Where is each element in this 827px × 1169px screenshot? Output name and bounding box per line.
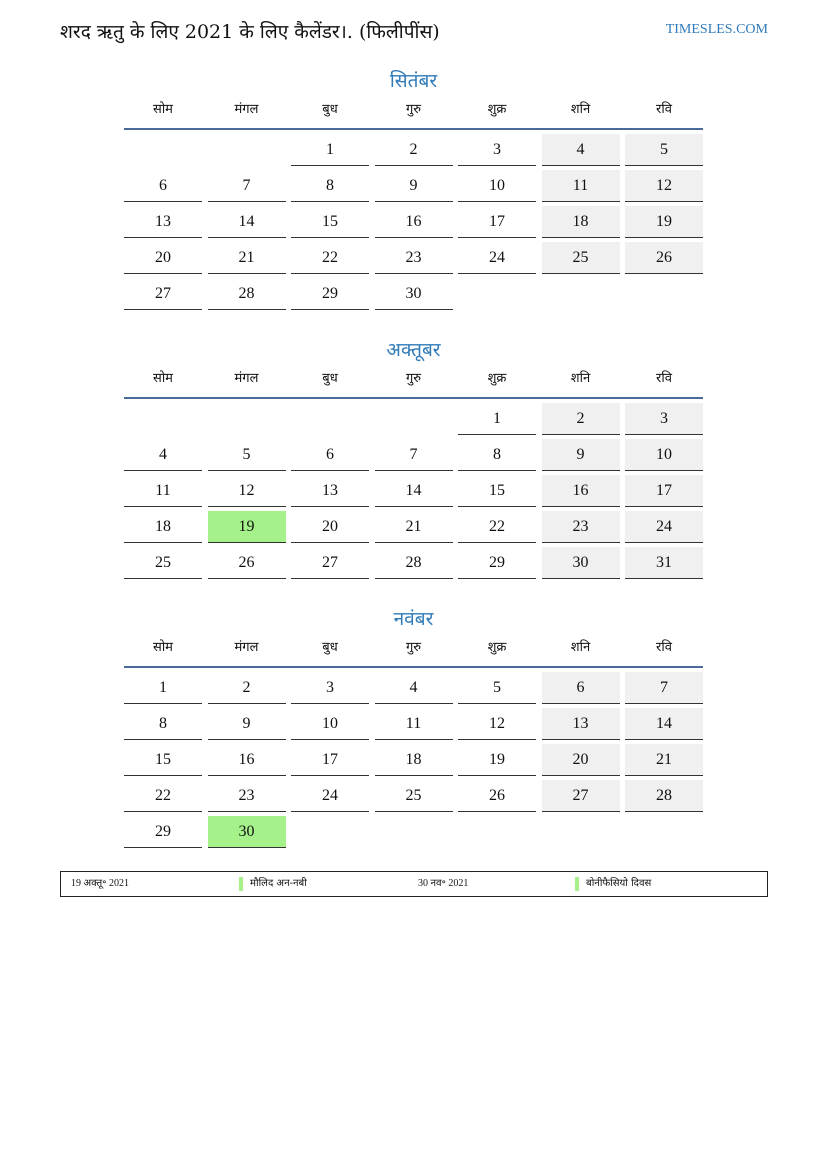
weekday-label: मंगल [234, 102, 259, 117]
empty-day-cell [542, 816, 620, 847]
weekday-label: शनि [570, 102, 591, 117]
day-cell: 28 [375, 547, 453, 579]
day-cell: 13 [291, 475, 369, 507]
empty-day-cell [458, 278, 536, 309]
weekday-label: शुक्र [487, 640, 507, 655]
weekday-label: शुक्र [487, 371, 507, 386]
day-cell: 17 [291, 744, 369, 776]
day-cell: 28 [208, 278, 286, 310]
day-cell: 26 [208, 547, 286, 579]
day-cell: 9 [375, 170, 453, 202]
weekday-label: सोम [153, 640, 173, 655]
weekday-label: गुरु [405, 371, 422, 386]
month-title: अक्तूबर [386, 339, 441, 361]
legend-date: 19 अक्तू॰ 2021 [71, 878, 129, 889]
day-cell: 12 [625, 170, 703, 202]
day-cell: 14 [208, 206, 286, 238]
day-cell: 16 [542, 475, 620, 507]
day-cell: 24 [458, 242, 536, 274]
week-row [124, 134, 703, 166]
day-cell: 17 [458, 206, 536, 238]
day-cell: 18 [124, 511, 202, 543]
day-cell: 2 [542, 403, 620, 435]
week-row [124, 206, 703, 238]
day-cell: 5 [458, 672, 536, 704]
day-cell: 11 [542, 170, 620, 202]
day-cell: 27 [291, 547, 369, 579]
day-cell: 7 [208, 170, 286, 202]
weekday-label: गुरु [405, 640, 422, 655]
day-cell: 16 [375, 206, 453, 238]
day-cell: 10 [625, 439, 703, 471]
day-cell: 1 [124, 672, 202, 704]
weekday-label: मंगल [234, 371, 259, 386]
day-cell: 7 [625, 672, 703, 704]
week-row [124, 439, 703, 471]
day-cell: 17 [625, 475, 703, 507]
weekday-label: सोम [153, 371, 173, 386]
day-cell: 27 [542, 780, 620, 812]
day-cell: 8 [458, 439, 536, 471]
week-row [124, 242, 703, 274]
month-calendar [124, 335, 703, 579]
weekday-label: रवि [656, 102, 672, 117]
day-cell: 11 [375, 708, 453, 740]
day-cell: 9 [542, 439, 620, 471]
empty-day-cell [291, 403, 369, 434]
day-cell: 3 [458, 134, 536, 166]
day-cell: 12 [458, 708, 536, 740]
weekday-label: बुध [322, 371, 338, 386]
page-header [60, 18, 768, 48]
day-cell: 20 [291, 511, 369, 543]
day-cell: 29 [291, 278, 369, 310]
month-calendar [124, 66, 703, 310]
month-title: सितंबर [389, 70, 438, 92]
day-cell: 15 [124, 744, 202, 776]
day-cell: 13 [124, 206, 202, 238]
day-cell: 15 [291, 206, 369, 238]
weekday-label: मंगल [234, 640, 259, 655]
day-cell: 30 [208, 816, 286, 848]
day-cell: 10 [458, 170, 536, 202]
week-row [124, 708, 703, 740]
empty-day-cell [375, 403, 453, 434]
day-cell: 29 [458, 547, 536, 579]
day-cell: 25 [375, 780, 453, 812]
day-cell: 15 [458, 475, 536, 507]
legend-holiday-name: मौलिद अन-नबी [239, 877, 307, 891]
day-cell: 13 [542, 708, 620, 740]
weekday-header [124, 367, 703, 399]
site-link[interactable]: TIMESLES.COM [665, 22, 768, 37]
day-cell: 19 [458, 744, 536, 776]
day-cell: 23 [542, 511, 620, 543]
day-cell: 5 [208, 439, 286, 471]
day-cell: 10 [291, 708, 369, 740]
weekday-label: गुरु [405, 102, 422, 117]
day-cell: 3 [291, 672, 369, 704]
weekday-label: शनि [570, 640, 591, 655]
week-row [124, 511, 703, 543]
empty-day-cell [458, 816, 536, 847]
weekday-label: बुध [322, 640, 338, 655]
weekday-header [124, 98, 703, 130]
holiday-legend [60, 871, 768, 897]
day-cell: 12 [208, 475, 286, 507]
day-cell: 31 [625, 547, 703, 579]
week-row [124, 475, 703, 507]
day-cell: 29 [124, 816, 202, 848]
week-row [124, 547, 703, 579]
day-cell: 22 [291, 242, 369, 274]
day-cell: 20 [124, 242, 202, 274]
weekday-label: रवि [656, 371, 672, 386]
day-cell: 23 [375, 242, 453, 274]
day-cell: 18 [542, 206, 620, 238]
week-row [124, 170, 703, 202]
weekday-header [124, 636, 703, 668]
day-cell: 16 [208, 744, 286, 776]
day-cell: 14 [625, 708, 703, 740]
day-cell: 8 [124, 708, 202, 740]
day-cell: 6 [291, 439, 369, 471]
day-cell: 9 [208, 708, 286, 740]
weekday-label: रवि [656, 640, 672, 655]
day-cell: 2 [208, 672, 286, 704]
day-cell: 4 [375, 672, 453, 704]
day-cell: 19 [208, 511, 286, 543]
day-cell: 30 [542, 547, 620, 579]
day-cell: 8 [291, 170, 369, 202]
day-cell: 25 [542, 242, 620, 274]
day-cell: 6 [542, 672, 620, 704]
weekday-label: शुक्र [487, 102, 507, 117]
week-row [124, 672, 703, 704]
empty-day-cell [124, 134, 202, 165]
day-cell: 22 [458, 511, 536, 543]
week-row [124, 278, 703, 310]
day-cell: 25 [124, 547, 202, 579]
day-cell: 3 [625, 403, 703, 435]
day-cell: 1 [458, 403, 536, 435]
empty-day-cell [208, 134, 286, 165]
day-cell: 26 [458, 780, 536, 812]
empty-day-cell [625, 816, 703, 847]
week-row [124, 780, 703, 812]
legend-date: 30 नव॰ 2021 [418, 878, 469, 889]
day-cell: 28 [625, 780, 703, 812]
day-cell: 1 [291, 134, 369, 166]
empty-day-cell [208, 403, 286, 434]
empty-day-cell [375, 816, 453, 847]
day-cell: 30 [375, 278, 453, 310]
day-cell: 18 [375, 744, 453, 776]
day-cell: 2 [375, 134, 453, 166]
month-title: नवंबर [393, 608, 434, 630]
day-cell: 21 [208, 242, 286, 274]
day-cell: 26 [625, 242, 703, 274]
empty-day-cell [124, 403, 202, 434]
day-cell: 7 [375, 439, 453, 471]
day-cell: 19 [625, 206, 703, 238]
week-row [124, 816, 703, 848]
day-cell: 23 [208, 780, 286, 812]
day-cell: 24 [625, 511, 703, 543]
legend-holiday-name: बोनीफैसियो दिवस [575, 877, 651, 891]
day-cell: 6 [124, 170, 202, 202]
day-cell: 22 [124, 780, 202, 812]
page-title: शरद ऋतु के लिए 2021 के लिए कैलेंडर।. (फिलीपींस) [60, 21, 440, 43]
week-row [124, 744, 703, 776]
day-cell: 21 [375, 511, 453, 543]
empty-day-cell [625, 278, 703, 309]
week-row [124, 403, 703, 435]
month-calendar [124, 604, 703, 848]
day-cell: 5 [625, 134, 703, 166]
day-cell: 4 [124, 439, 202, 471]
empty-day-cell [291, 816, 369, 847]
day-cell: 4 [542, 134, 620, 166]
day-cell: 11 [124, 475, 202, 507]
weekday-label: बुध [322, 102, 338, 117]
weekday-label: शनि [570, 371, 591, 386]
day-cell: 20 [542, 744, 620, 776]
empty-day-cell [542, 278, 620, 309]
day-cell: 14 [375, 475, 453, 507]
day-cell: 24 [291, 780, 369, 812]
day-cell: 27 [124, 278, 202, 310]
day-cell: 21 [625, 744, 703, 776]
weekday-label: सोम [153, 102, 173, 117]
